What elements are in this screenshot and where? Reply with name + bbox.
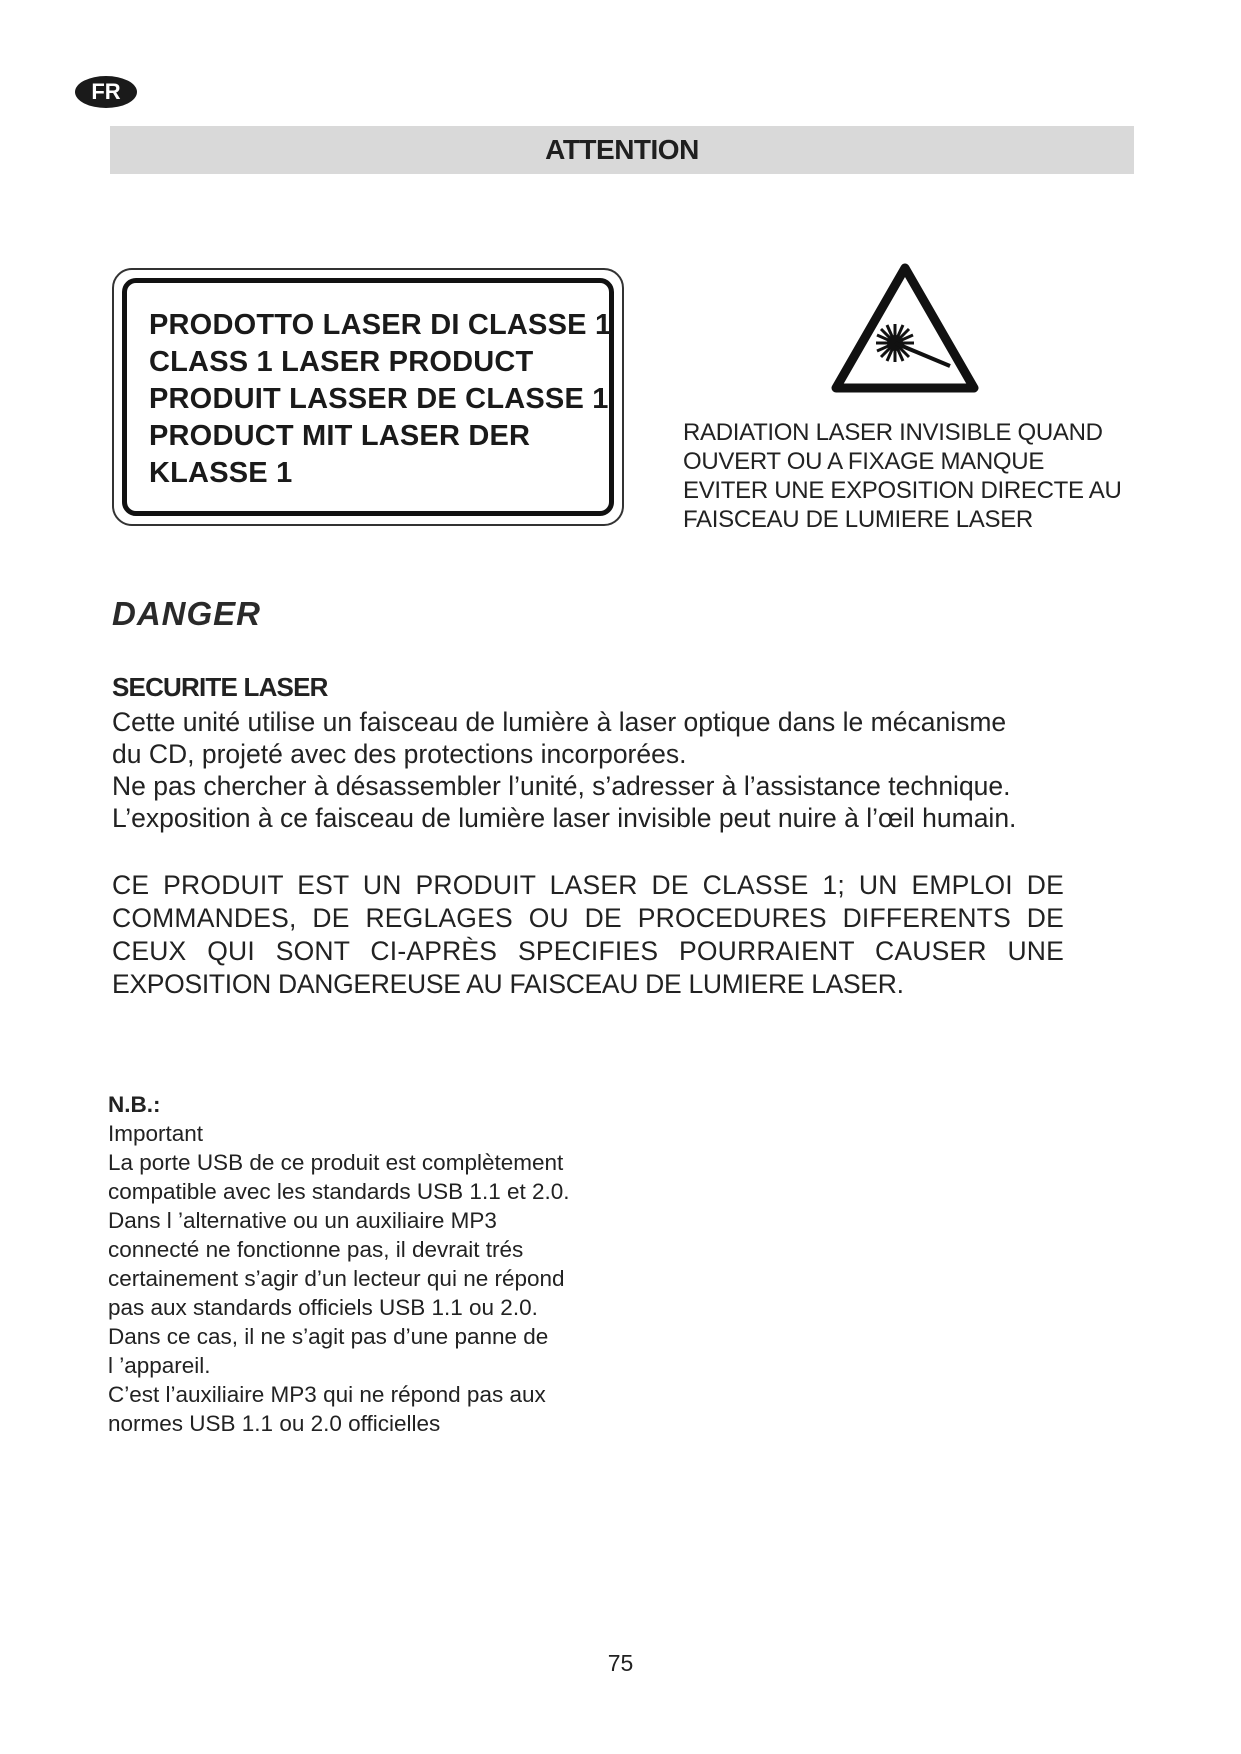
laser-label-line: KLASSE 1	[149, 457, 293, 489]
nb-line: La porte USB de ce produit est complètement	[108, 1150, 564, 1175]
nb-line: certainement s’agir d’un lecteur qui ne répond	[108, 1266, 565, 1291]
laser-class-label-inner	[122, 278, 614, 516]
nb-line: normes USB 1.1 ou 2.0 officielles	[108, 1411, 441, 1436]
paragraph-line: L’exposition à ce faisceau de lumière laser invisible peut nuire à l’œil humain.	[112, 803, 1017, 833]
nb-line: C’est l’auxiliaire MP3 qui ne répond pas aux	[108, 1382, 546, 1407]
paragraph-line: Cette unité utilise un faisceau de lumière à laser optique dans le mécanisme	[112, 707, 1007, 737]
laser-label-line: CLASS 1 LASER PRODUCT	[149, 346, 534, 378]
caps-line: EXPOSITION DANGEREUSE AU FAISCEAU DE LUMIERE LASER.	[112, 969, 904, 999]
laser-label-line: PRODOTTO LASER DI CLASSE 1	[149, 309, 612, 341]
nb-note	[108, 1090, 668, 1438]
caps-line: COMMANDES, DE REGLAGES OU DE PROCEDURES DIFFERENTS DE	[112, 903, 1064, 933]
paragraph-line: Ne pas chercher à désassembler l’unité, s’adresser à l’assistance technique.	[112, 771, 1011, 801]
caps-line: CE PRODUIT EST UN PRODUIT LASER DE CLASSE 1; UN EMPLOI DE	[112, 870, 1064, 900]
nb-line: Important	[108, 1121, 204, 1146]
paragraph-line: du CD, projeté avec des protections incorporées.	[112, 739, 687, 769]
radiation-warning-line: EVITER UNE EXPOSITION DIRECTE AU	[683, 477, 1122, 504]
danger-heading: DANGER	[112, 595, 262, 632]
laser-warning-icon	[830, 262, 980, 396]
caps-line: CEUX QUI SONT CI-APRÈS SPECIFIES POURRAIENT CAUSER UNE	[112, 936, 1064, 966]
radiation-warning-line: FAISCEAU DE LUMIERE LASER	[683, 506, 1033, 533]
nb-line: Dans ce cas, il ne s’agit pas d’une panne de	[108, 1324, 549, 1349]
laser-safety-paragraph	[112, 706, 1072, 834]
class1-warning-paragraph	[112, 869, 1064, 1001]
language-badge: FR	[75, 76, 137, 108]
radiation-warning-line: OUVERT OU A FIXAGE MANQUE	[683, 448, 1045, 475]
laser-class-label	[112, 268, 624, 526]
attention-banner: ATTENTION	[110, 126, 1134, 174]
radiation-warning-text	[683, 418, 1143, 534]
nb-title: N.B.:	[108, 1092, 161, 1117]
laser-label-line: PRODUIT LASSER DE CLASSE 1	[149, 383, 609, 415]
nb-line: l ’appareil.	[108, 1353, 211, 1378]
nb-line: pas aux standards officiels USB 1.1 ou 2.0.	[108, 1295, 538, 1320]
nb-line: Dans l ’alternative ou un auxiliaire MP3	[108, 1208, 497, 1233]
laser-label-line: PRODUCT MIT LASER DER	[149, 420, 531, 452]
page-number: 75	[607, 1650, 634, 1676]
radiation-warning-line: RADIATION LASER INVISIBLE QUAND	[683, 419, 1103, 446]
section-title-laser-safety: SECURITE LASER	[112, 672, 328, 702]
nb-line: compatible avec les standards USB 1.1 et 2.0.	[108, 1179, 570, 1204]
nb-line: connecté ne fonctionne pas, il devrait trés	[108, 1237, 524, 1262]
